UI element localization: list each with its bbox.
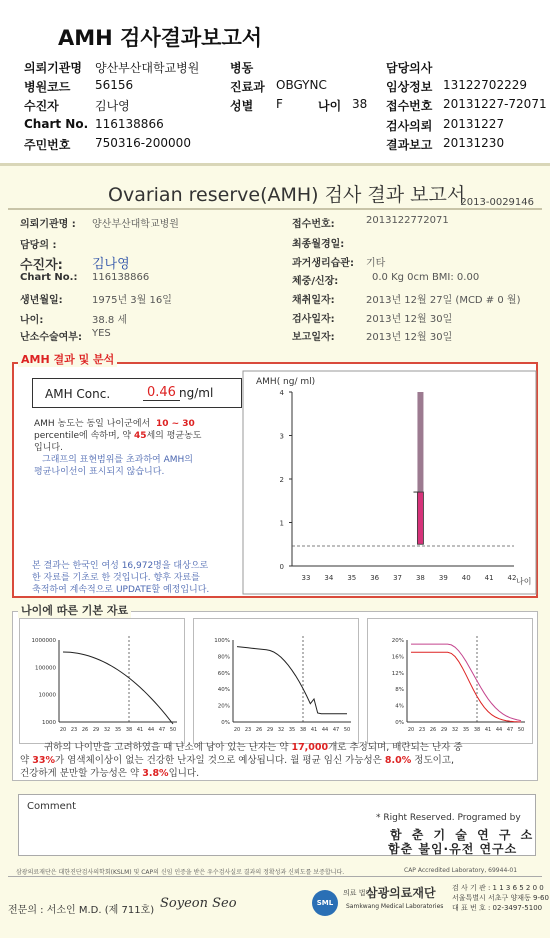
x-tick-label: 35 — [347, 574, 357, 582]
amh-text-line: percentile에 속하며, 약 45세의 평균농도 — [34, 431, 202, 441]
comment-label: Comment — [27, 801, 76, 812]
y-tick-label: 3 — [279, 432, 284, 441]
hdr-value: 양산부산대학교병원 — [95, 61, 200, 75]
mini-x-tick-label: 20 — [233, 727, 241, 733]
mini-x-tick-label: 44 — [321, 727, 329, 733]
x-tick-label: 39 — [438, 574, 448, 582]
percentile-range-bar — [417, 492, 423, 544]
institute-name: 함 춘 기 술 연 구 소 — [390, 828, 536, 842]
amh-note-line: 본 결과는 한국인 여성 16,972명을 대상으로 — [32, 561, 209, 571]
mini-y-tick-label: 0% — [221, 720, 230, 726]
amh-conc-label: AMH Conc. — [45, 387, 111, 401]
report-code: 2013-0029146 — [460, 197, 534, 208]
mini-x-tick-label: 35 — [114, 727, 122, 733]
mini-x-tick-label: 47 — [332, 727, 340, 733]
hdr-label: 임상정보 — [386, 80, 433, 94]
address-line: 서울특별시 서초구 양재동 9-60 — [452, 894, 549, 902]
hdr-label: 접수번호 — [386, 99, 433, 113]
mini-x-tick-label: 26 — [429, 727, 437, 733]
amh-note-line: 한 자료를 기초로 한 것입니다. 향후 자료를 — [32, 573, 200, 583]
mini-y-tick-label: 16% — [391, 654, 404, 661]
amh-text-line: 그래프의 표현범위를 초과하여 AMH의 — [42, 455, 193, 465]
cap-note: CAP Accredited Laboratory, 69944-01 — [404, 867, 518, 874]
info-value: YES — [92, 328, 111, 339]
summary-line: 약 33%가 염색체이상이 없는 건강한 난자일 것으로 예상됩니다. 월 평균 임신 가능성은 8.0% 정도이고, — [20, 755, 455, 766]
mini-x-tick-label: 47 — [158, 727, 166, 733]
x-axis-label: 나이 — [516, 577, 532, 586]
info-label: 나이: — [20, 315, 44, 326]
org-logo-icon: SML — [312, 890, 338, 916]
mini-x-tick-label: 32 — [451, 727, 459, 733]
mini-y-tick-label: 60% — [217, 670, 230, 677]
info-value: 38.8 세 — [92, 315, 128, 326]
info-label: 채취일자: — [292, 295, 335, 306]
address-line: 검 사 기 관 : 1 1 3 6 5 2 0 0 — [452, 884, 544, 892]
sheet-title: Ovarian reserve(AMH) 검사 결과 보고서 — [108, 184, 466, 206]
mini-x-tick-label: 38 — [299, 727, 307, 733]
amh-analysis-box — [12, 362, 538, 598]
amh-conc-box — [32, 378, 242, 408]
info-label: 생년월일: — [20, 295, 63, 306]
hdr-label: 주민번호 — [24, 138, 71, 152]
mini-x-tick-label: 29 — [266, 727, 274, 733]
remaining-eggs-chart — [19, 618, 185, 744]
mini-x-tick-label: 23 — [70, 727, 78, 733]
info-value: 2013년 12월 27일 (MCD # 0 월) — [366, 295, 521, 306]
org-name: 삼광의료재단 — [366, 886, 436, 900]
mini-x-tick-label: 50 — [343, 727, 351, 733]
hdr-value: F — [276, 97, 283, 111]
hdr-value: 20131227 — [443, 117, 505, 131]
pregnancy-rate-chart — [367, 618, 533, 744]
mini-y-tick-label: 0% — [395, 720, 404, 726]
hdr-value: 38 — [352, 97, 368, 111]
mini-y-tick-label: 8% — [395, 687, 404, 694]
mini-x-tick-label: 32 — [103, 727, 111, 733]
mini-x-tick-label: 20 — [407, 727, 415, 733]
y-tick-label: 4 — [279, 389, 284, 397]
info-label: 최종월경일: — [292, 239, 345, 250]
info-value: 2013122772071 — [366, 215, 449, 226]
address-line: 대 표 번 호 : 02-3497-5100 — [452, 904, 543, 912]
info-label: Chart No.: — [20, 272, 78, 283]
divider — [8, 208, 542, 210]
y-tick-label: 0 — [279, 563, 284, 571]
info-label: 과거생리습관: — [292, 258, 354, 269]
mini-x-tick-label: 32 — [277, 727, 285, 733]
mini-x-tick-label: 41 — [136, 727, 144, 733]
y-tick-label: 2 — [279, 476, 284, 484]
info-value: 2013년 12월 30일 — [366, 332, 453, 343]
mini-x-tick-label: 38 — [125, 727, 133, 733]
hdr-label: 검사의뢰 — [386, 119, 433, 133]
x-tick-label: 40 — [461, 574, 471, 582]
rights-text: * Right Reserved. Programed by — [376, 813, 521, 823]
mini-y-tick-label: 4% — [395, 703, 404, 710]
hdr-label: 성별 — [230, 99, 254, 113]
x-tick-label: 37 — [393, 574, 403, 582]
mini-x-tick-label: 50 — [517, 727, 525, 733]
mini-y-tick-label: 12% — [391, 670, 404, 677]
mini-x-tick-label: 47 — [506, 727, 514, 733]
mini-x-tick-label: 23 — [244, 727, 252, 733]
amh-text-line: 입니다. — [34, 443, 63, 453]
hdr-label: 병원코드 — [24, 80, 71, 94]
x-tick-label: 36 — [370, 574, 380, 582]
mini-x-tick-label: 41 — [310, 727, 318, 733]
amh-note-line: 축적하여 계속적으로 UPDATE할 예정입니다. — [32, 585, 210, 595]
chart-frame — [243, 371, 536, 594]
amh-text-line: 평균나이선이 표시되지 않습니다. — [34, 467, 165, 477]
summary-line: 건강하게 분만할 가능성은 약 3.8%입니다. — [20, 768, 200, 779]
org-prefix: 의료 법인 — [343, 889, 373, 897]
institute-name-2: 함춘 불임·유전 연구소 — [388, 842, 518, 856]
info-label: 보고일자: — [292, 332, 335, 343]
mini-y-tick-label: 100% — [214, 638, 230, 644]
mini-y-tick-label: 40% — [217, 687, 230, 694]
report-title: AMH 검사결과보고서 — [58, 26, 263, 50]
hdr-value: 750316-200000 — [95, 136, 191, 150]
hdr-label: 결과보고 — [386, 138, 433, 152]
x-tick-label: 41 — [484, 574, 494, 582]
mini-x-tick-label: 26 — [255, 727, 263, 733]
hdr-value: OBGYNC — [276, 78, 327, 92]
mini-y-tick-label: 1000000 — [31, 638, 56, 644]
hdr-label: 병동 — [230, 61, 254, 75]
mini-y-tick-label: 1000 — [42, 720, 56, 726]
info-value: 1975년 3월 16일 — [92, 295, 172, 306]
mini-x-tick-label: 44 — [495, 727, 503, 733]
info-value: 116138866 — [92, 272, 150, 283]
hdr-label: 진료과 — [230, 80, 265, 94]
mini-x-tick-label: 35 — [462, 727, 470, 733]
mini-x-tick-label: 26 — [81, 727, 89, 733]
info-label: 체중/신장: — [292, 276, 339, 287]
section-label-amh: AMH 결과 및 분석 — [18, 351, 117, 367]
hdr-label: Chart No. — [24, 117, 89, 131]
mini-y-tick-label: 10000 — [38, 692, 56, 699]
x-tick-label: 33 — [301, 574, 311, 582]
info-label: 의뢰기관명 : — [20, 219, 76, 230]
upper-range-bar — [417, 392, 423, 492]
mini-x-tick-label: 29 — [440, 727, 448, 733]
hdr-value: 56156 — [95, 78, 134, 92]
divider — [8, 876, 542, 877]
amh-chart — [242, 370, 538, 596]
x-tick-label: 42 — [507, 574, 517, 582]
info-label: 담당의 : — [20, 240, 57, 251]
mini-x-tick-label: 50 — [169, 727, 177, 733]
signature: Soyeon Seo — [160, 896, 237, 911]
x-tick-label: 38 — [415, 574, 425, 582]
info-label: 수진자: — [20, 258, 63, 273]
amh-conc-value: 0.46 — [143, 385, 180, 401]
report-sheet — [0, 163, 550, 938]
info-value: 0.0 Kg 0cm BMI: 0.00 — [372, 272, 480, 283]
amh-conc-unit: ng/ml — [179, 386, 214, 400]
info-value: 기타 — [366, 258, 386, 269]
mini-y-tick-label: 100000 — [35, 665, 56, 672]
hdr-value: 116138866 — [95, 117, 164, 131]
mini-x-tick-label: 29 — [92, 727, 100, 733]
signer: 전문의 : 서소인 M.D. (제 711호) — [8, 905, 155, 916]
y-tick-label: 1 — [279, 519, 284, 528]
mini-x-tick-label: 38 — [473, 727, 481, 733]
section-label-reference: 나이에 따른 기본 자료 — [18, 602, 131, 618]
normal-egg-ratio-chart — [193, 618, 359, 744]
mini-y-tick-label: 20% — [391, 638, 404, 644]
mini-y-tick-label: 80% — [217, 654, 230, 661]
hdr-label: 수진자 — [24, 99, 59, 113]
x-tick-label: 34 — [324, 574, 334, 582]
mini-x-tick-label: 41 — [484, 727, 492, 733]
mini-x-tick-label: 20 — [59, 727, 67, 733]
info-label: 난소수술여부: — [20, 332, 82, 343]
patient-name: 김나영 — [92, 257, 130, 272]
amh-text-line: AMH 농도는 동일 나이군에서 10 ~ 30 — [34, 419, 195, 429]
info-label: 검사일자: — [292, 314, 335, 325]
summary-line: 귀하의 나이만을 고려하였을 때 난소에 남아 있는 난자는 약 17,000개로 추정되며, 배란되는 난자 중 — [44, 742, 463, 753]
mini-x-tick-label: 35 — [288, 727, 296, 733]
mini-y-tick-label: 20% — [217, 703, 230, 710]
y-axis-label: AMH( ng/ ml) — [256, 377, 316, 387]
hdr-value: 13122702229 — [443, 78, 527, 92]
hdr-value: 김나영 — [95, 99, 130, 113]
info-value: 2013년 12월 30일 — [366, 314, 453, 325]
org-name-en: Samkwang Medical Laboratories — [346, 903, 444, 910]
hdr-value: 20131230 — [443, 136, 505, 150]
hdr-label: 담당의사 — [386, 61, 433, 75]
hdr-label: 나이 — [318, 99, 342, 113]
reference-summary — [20, 741, 532, 780]
info-value: 양산부산대학교병원 — [92, 219, 179, 230]
mini-x-tick-label: 44 — [147, 727, 155, 733]
mini-x-tick-label: 23 — [418, 727, 426, 733]
hdr-label: 의뢰기관명 — [24, 61, 82, 75]
accreditation-note: 삼광의료재단은 대한진단검사의학회(KSLM) 및 CAP의 신임 인증을 받은 우수검사실로 결과의 정확성과 신뢰도를 보증합니다. — [16, 869, 345, 876]
hdr-value: 20131227-72071 — [443, 97, 547, 111]
info-label: 접수번호: — [292, 219, 335, 230]
